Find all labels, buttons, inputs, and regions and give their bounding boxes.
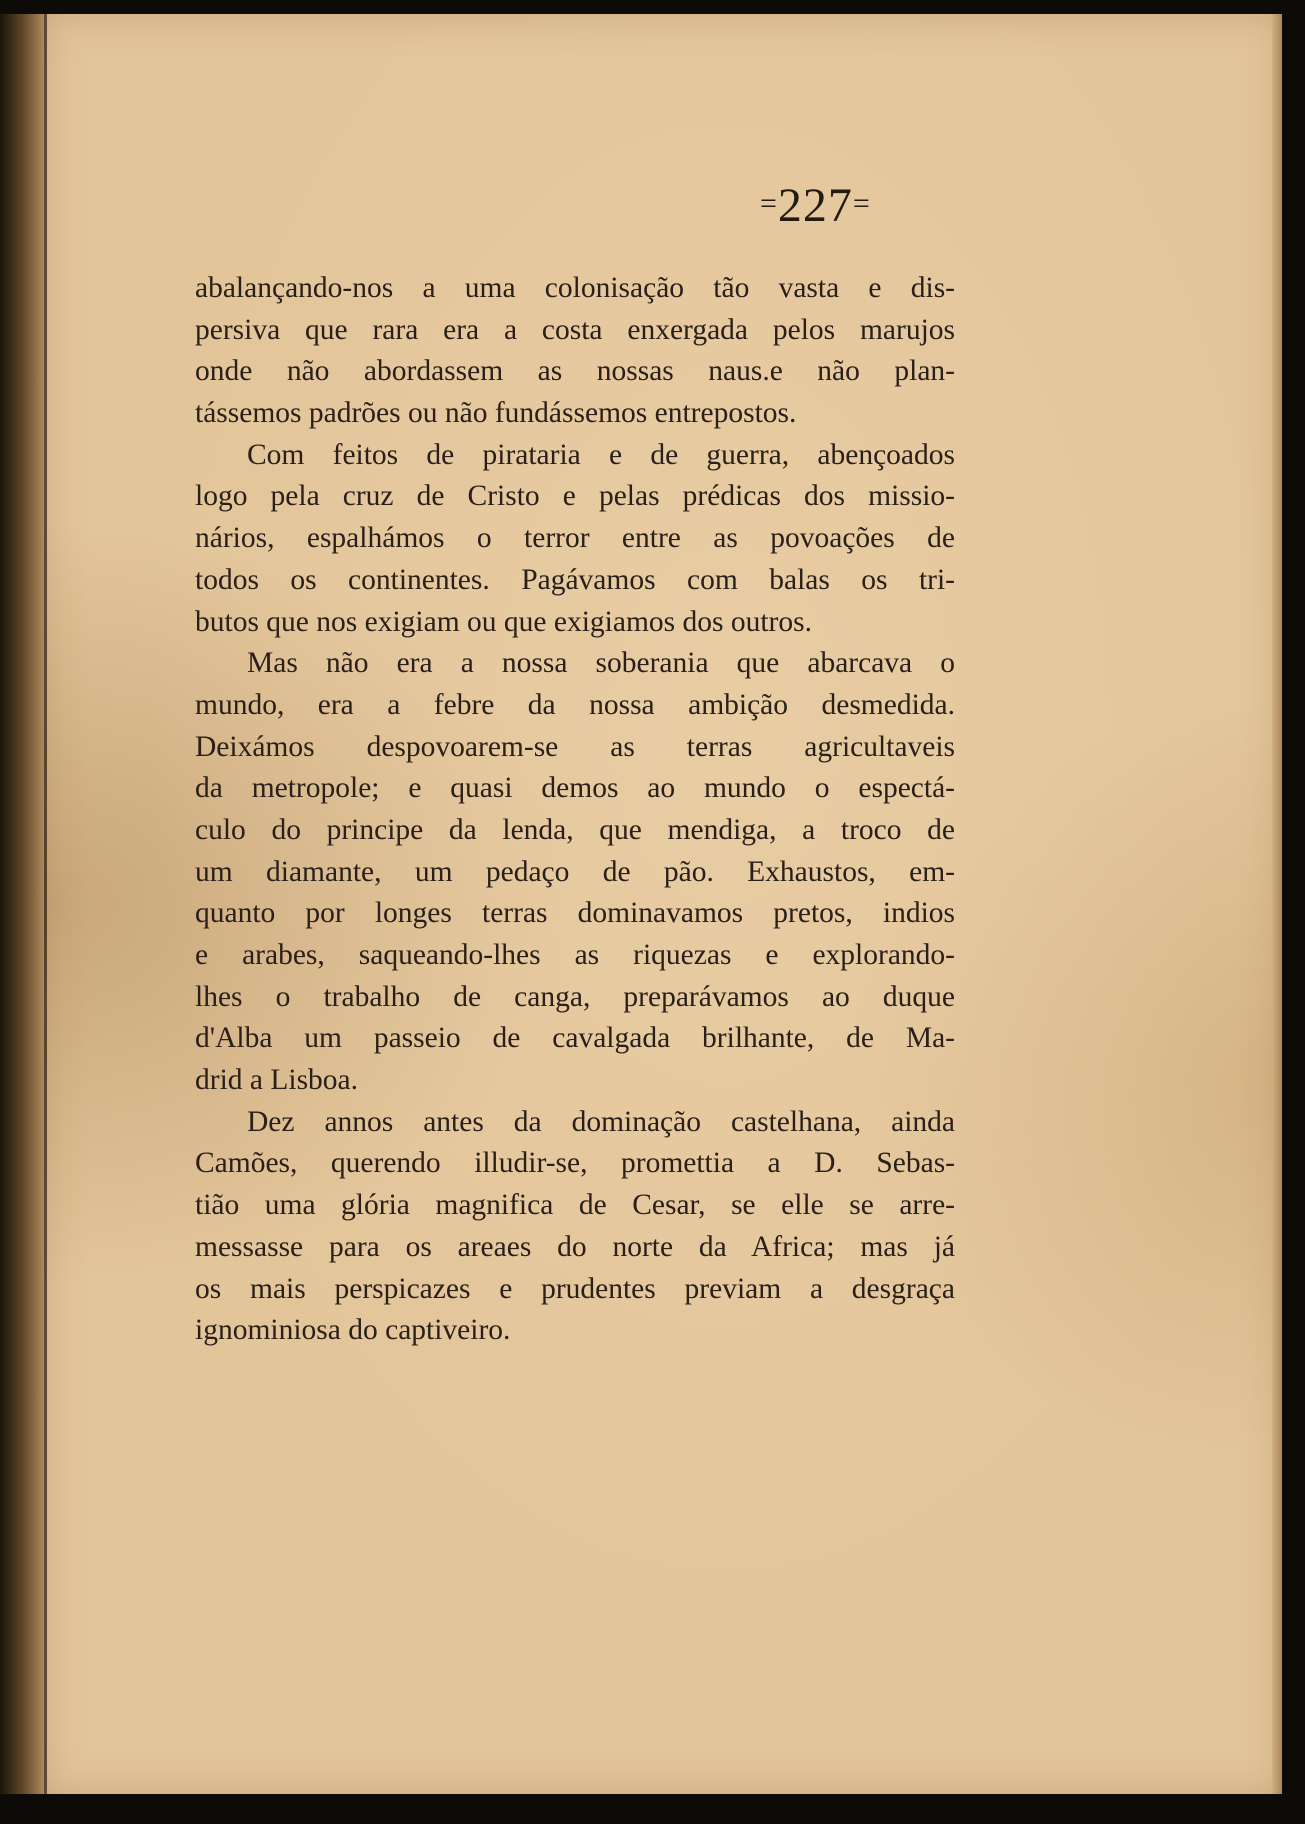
text-line: Deixámos despovoarem-se as terras agricultaveis bbox=[195, 730, 955, 763]
text-line: e arabes, saqueando-lhes as riquezas e explorando- bbox=[195, 939, 955, 971]
page-number-dash-right: = bbox=[852, 187, 871, 220]
text-line: logo pela cruz de Cristo e pelas prédicas dos missio- bbox=[195, 480, 955, 513]
text-line: butos que nos exigiam ou que exigiamos dos outros. bbox=[195, 605, 812, 638]
page-number-dash-left: = bbox=[760, 187, 778, 220]
text-line: persiva que rara era a costa enxergada pelos marujos bbox=[195, 313, 955, 346]
page-right-edge bbox=[1272, 14, 1282, 1794]
text-line: messasse para os areaes do norte da Africa; mas já bbox=[195, 1230, 955, 1263]
paragraph bbox=[195, 1102, 955, 1352]
text-line: Com feitos de pirataria e de guerra, abençoados bbox=[247, 438, 955, 471]
paragraph bbox=[195, 435, 955, 643]
binding-edge bbox=[44, 14, 47, 1794]
page-number-value: 227 bbox=[777, 179, 853, 232]
text-line: culo do principe da lenda, que mendiga, a troco de bbox=[195, 813, 955, 846]
text-line: tássemos padrões ou não fundássemos entrepostos. bbox=[195, 397, 797, 430]
text-line: abalançando-nos a uma colonisação tão vasta e dis- bbox=[195, 272, 955, 304]
text-line: lhes o trabalho de canga, preparávamos ao duque bbox=[195, 980, 955, 1013]
text-line: Mas não era a nossa soberania que abarcava o bbox=[247, 647, 955, 680]
text-line: mundo, era a febre da nossa ambição desmedida. bbox=[195, 688, 955, 721]
body-text bbox=[195, 268, 955, 1352]
text-line: todos os continentes. Pagávamos com balas os tri- bbox=[195, 563, 955, 596]
text-line: tião uma glória magnifica de Cesar, se elle se arre- bbox=[195, 1189, 955, 1222]
text-line: os mais perspicazes e prudentes previam a desgraça bbox=[195, 1272, 955, 1305]
page-number bbox=[760, 178, 960, 233]
text-line: Camões, querendo illudir-se, promettia a D. Sebas- bbox=[195, 1147, 955, 1180]
text-line: drid a Lisboa. bbox=[195, 1064, 359, 1097]
text-line: nários, espalhámos o terror entre as povoações de bbox=[195, 522, 955, 555]
text-line: onde não abordassem as nossas naus.e não plan- bbox=[195, 355, 955, 388]
text-line: da metropole; e quasi demos ao mundo o espectá- bbox=[195, 772, 955, 805]
text-line: d'Alba um passeio de cavalgada brilhante, de Ma- bbox=[195, 1022, 955, 1055]
paragraph bbox=[195, 268, 955, 435]
text-line: um diamante, um pedaço de pão. Exhaustos, em- bbox=[195, 855, 955, 888]
paragraph bbox=[195, 643, 955, 1102]
text-line: ignominiosa do captiveiro. bbox=[195, 1314, 511, 1347]
text-line: quanto por longes terras dominavamos pretos, indios bbox=[195, 897, 955, 930]
text-line: Dez annos antes da dominação castelhana, ainda bbox=[247, 1105, 955, 1138]
